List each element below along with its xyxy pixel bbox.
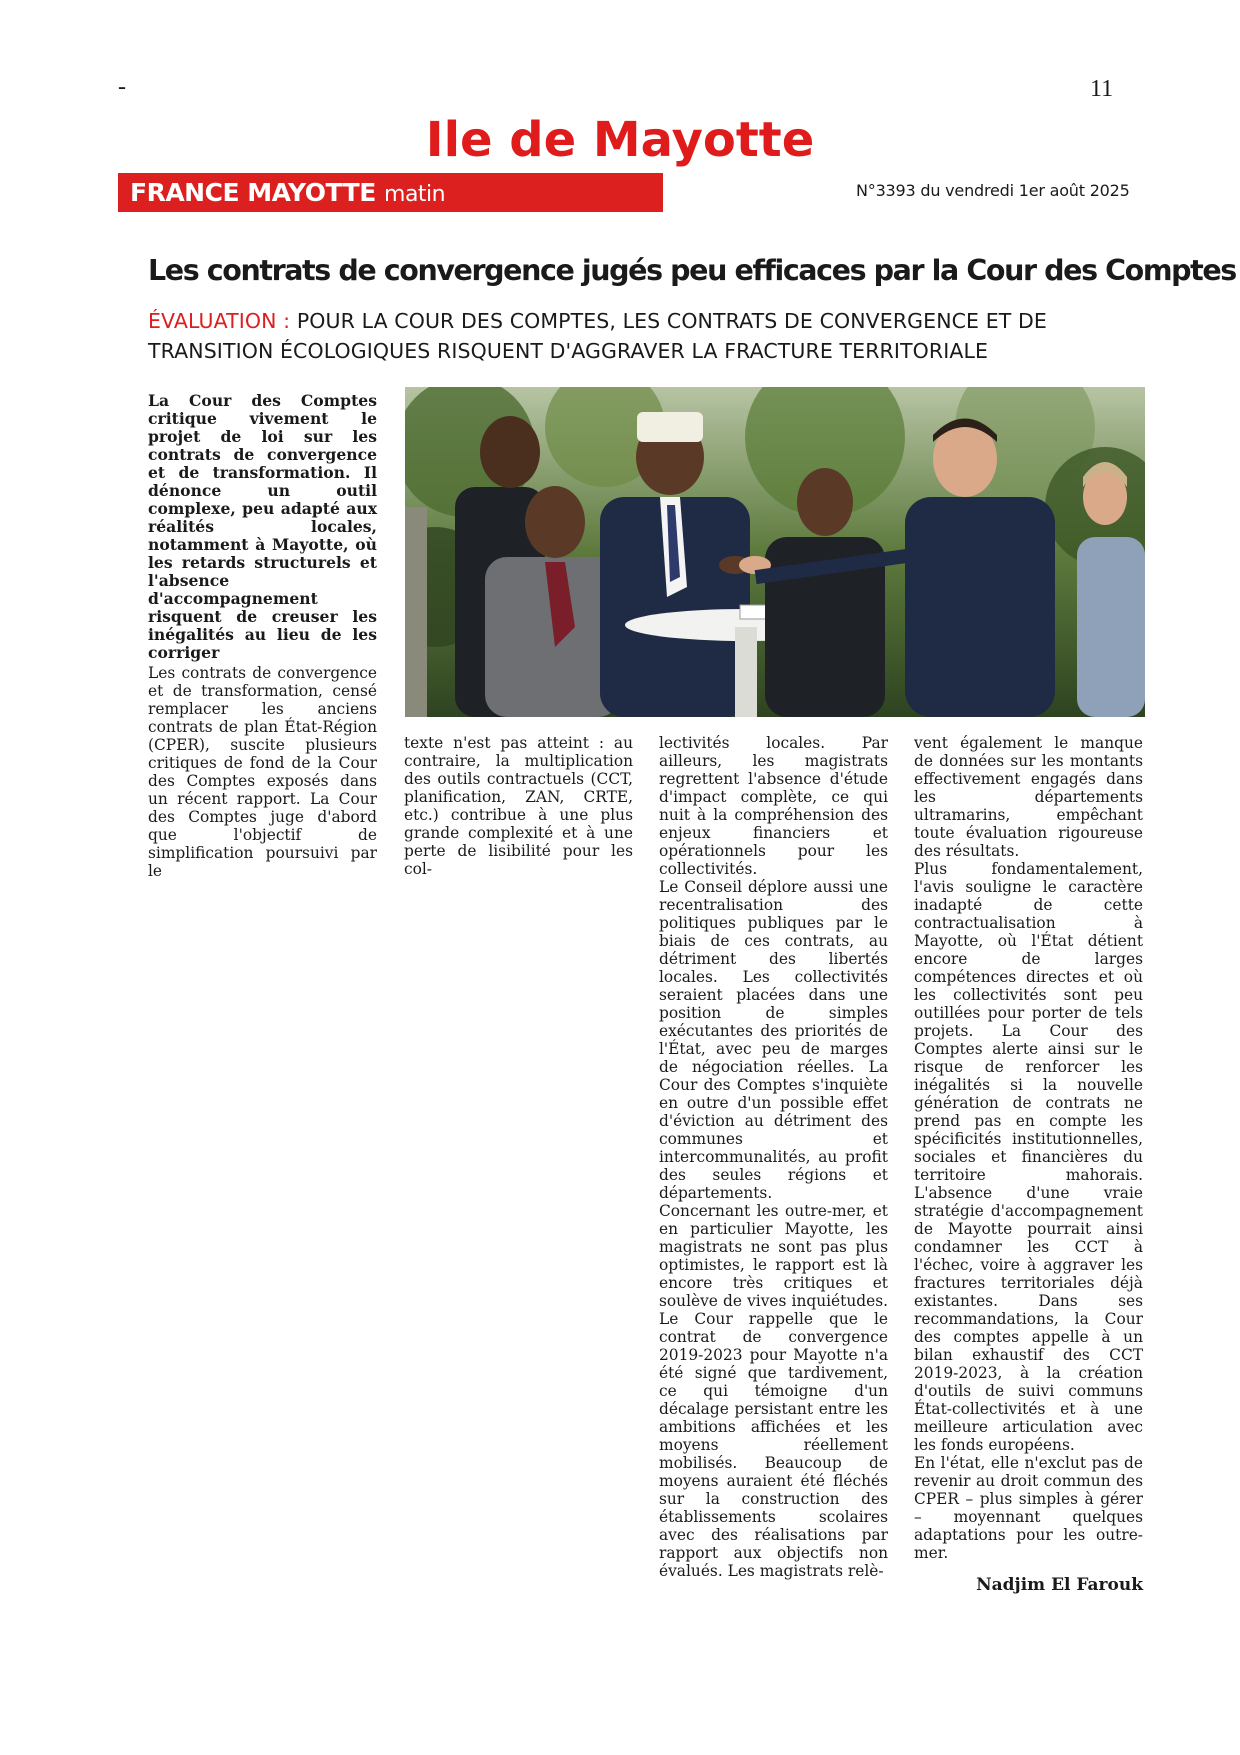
article-photo xyxy=(405,387,1145,717)
article-column-4 xyxy=(914,734,1143,1562)
masthead-name: FRANCE MAYOTTE xyxy=(130,178,376,207)
column-3-paragraph-1: lectivités locales. Par ailleurs, les magistrats regrettent l'absence d'étude d'impact complète, ce qui nuit à la compréhension des enjeux financiers et opérationnels pour les collectivités. xyxy=(659,734,888,878)
deck-text: POUR LA COUR DES COMPTES, LES CONTRATS DE CONVERGENCE ET DE TRANSITION ÉCOLOGIQUES RISQUENT D'AGGRAVER LA FRACTURE TERRITORIALE xyxy=(148,309,1047,363)
column-4-paragraph-1: vent également le manque de données sur les montants effectivement engagés dans les départements ultramarins, empêchant toute évaluation rigoureuse des résultats. xyxy=(914,734,1143,860)
lead-text: La Cour des Comptes critique vivement le projet de loi sur les contrats de convergence et de transformation. Il dénonce un outil complexe, peu adapté aux réalités locales, notamment à Mayotte, où les retards structurels et l'absence d'accompagnement risquent de creuser les inégalités au lieu de les corriger xyxy=(148,391,377,662)
region-title: Ile de Mayotte xyxy=(425,112,815,168)
masthead-suffix: matin xyxy=(384,182,446,207)
article-lead xyxy=(148,392,377,662)
article-byline: Nadjim El Farouk xyxy=(976,1575,1143,1595)
column-4-paragraph-2: Plus fondamentalement, l'avis souligne le caractère inadapté de cette contractualisation à Mayotte, où l'État détient encore de larges compétences directes et où les collectivités sont peu outillées pour porter de tels projets. La Cour des Comptes alerte ainsi sur le risque de renforcer les inégalités si la nouvelle génération de contrats ne prend pas en compte les spécificités institutionnelles, sociales et financières du territoire mahorais. L'absence d'une vraie stratégie d'accompagnement de Mayotte pourrait ainsi condamner les CCT à l'échec, voire à aggraver les fractures territoriales déjà existantes. Dans ses recommandations, la Cour des comptes appelle à un bilan exhaustif des CCT 2019-2023, à la création d'outils de suivi communs État-collectivités et à une meilleure articulation avec les fonds européens. xyxy=(914,860,1143,1454)
article-deck xyxy=(148,306,1143,366)
deck-kicker: ÉVALUATION : xyxy=(148,309,291,333)
masthead-banner xyxy=(118,173,663,212)
column-3-paragraph-2: Le Conseil déplore aussi une recentralisation des politiques publiques par le biais de ces contrats, au détriment des libertés locales. Les collectivités seraient placées dans une position de simples exécutantes des priorités de l'État, avec peu de marges de négociation réelles. La Cour des Comptes s'inquiète en outre d'un possible effet d'éviction au détriment des communes et intercommunalités, au profit des seules régions et départements. xyxy=(659,878,888,1202)
column-3-paragraph-3: Concernant les outre-mer, et en particulier Mayotte, les magistrats ne sont pas plus optimistes, le rapport est là encore très critiques et soulève de vives inquiétudes. Le Cour rappelle que le contrat de convergence 2019-2023 pour Mayotte n'a été signé que tardivement, ce qui témoigne d'un décalage persistant entre les ambitions affichées et les moyens réellement mobilisés. Beaucoup de moyens auraient été fléchés sur la construction des établissements scolaires avec des réalisations par rapport aux objectifs non évalués. Les magistrats relè- xyxy=(659,1202,888,1580)
column-2-text: texte n'est pas atteint : au contraire, la multiplication des outils contractuels (CCT, planification, ZAN, CRTE, etc.) contribue à une plus grande complexité et à une perte de lisibilité pour les col- xyxy=(404,734,633,878)
page-dash: - xyxy=(118,74,126,100)
handshake-photo xyxy=(405,387,1145,717)
article-column-3 xyxy=(659,734,888,1580)
issue-date: N°3393 du vendredi 1er août 2025 xyxy=(856,181,1130,200)
page-number: 11 xyxy=(1090,76,1114,102)
article-headline: Les contrats de convergence jugés peu efficaces par la Cour des Comptes xyxy=(148,254,1236,287)
article-column-2 xyxy=(404,734,633,878)
column-1-text: Les contrats de convergence et de transformation, censé remplacer les anciens contrats de plan État-Région (CPER), suscite plusieurs critiques de fond de la Cour des Comptes exposés dans un récent rapport. La Cour des Comptes juge d'abord que l'objectif de simplification poursuivi par le xyxy=(148,664,377,880)
column-4-paragraph-3: En l'état, elle n'exclut pas de revenir au droit commun des CPER – plus simples à gérer – moyennant quelques adaptations pour les outre-mer. xyxy=(914,1454,1143,1562)
article-column-1 xyxy=(148,664,377,880)
